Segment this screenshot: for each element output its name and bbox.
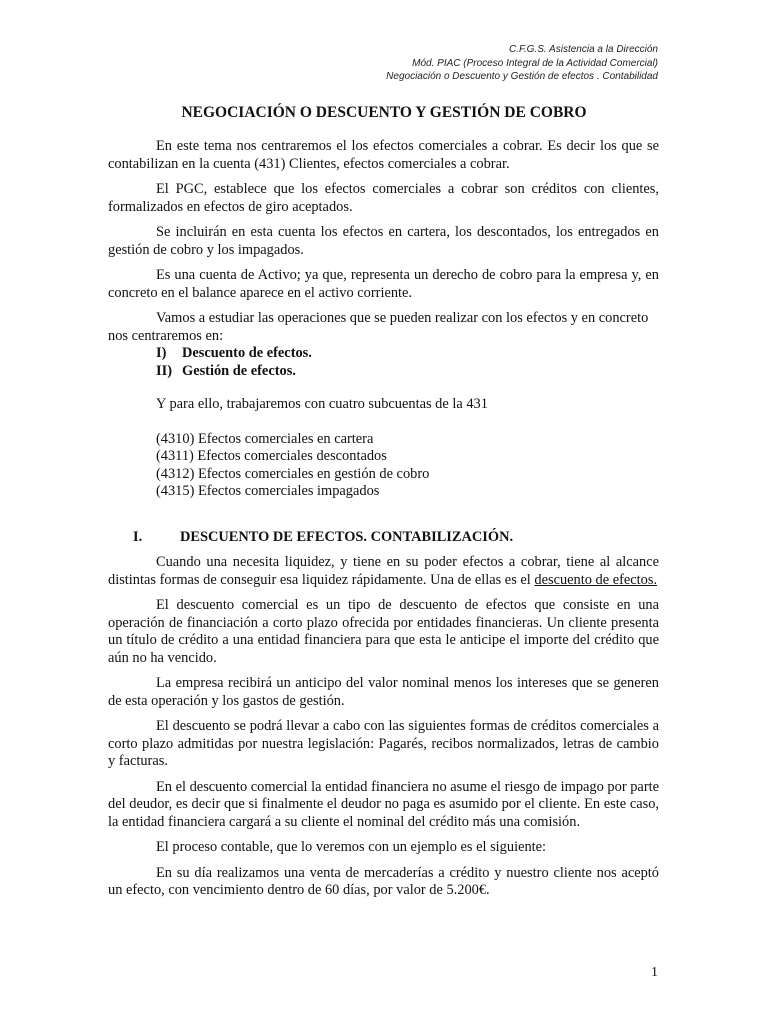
list-item bbox=[156, 363, 659, 381]
section-title: DESCUENTO DE EFECTOS. CONTABILIZACIÓN. bbox=[180, 528, 514, 545]
paragraph-text: Cuando una necesita liquidez, y tiene en su poder efectos a cobrar, tiene al alcance distintas formas de conseguir esa liquidez rápidamente. Una de ellas es el bbox=[108, 554, 659, 588]
subaccount-item: (4310) Efectos comerciales en cartera bbox=[156, 430, 374, 447]
subaccount-item: (4311) Efectos comerciales descontados bbox=[156, 448, 387, 464]
subaccount-item: (4312) Efectos comerciales en gestión de cobro bbox=[156, 465, 430, 482]
list-item-number: II) bbox=[156, 362, 172, 379]
header-topic: Negociación o Descuento y Gestión de efectos . Contabilidad bbox=[386, 71, 658, 82]
subaccounts-list bbox=[156, 431, 659, 501]
subaccounts-intro: Y para ello, trabajaremos con cuatro subcuentas de la 431 bbox=[156, 396, 488, 412]
paragraph: En el descuento comercial la entidad financiera no asume el riesgo de impago por parte del deudor, es decir que si finalmente el deudor no paga es asumido por el cliente. En este caso, la entidad financiera cargará a su cliente el nominal del crédito más una comisión. bbox=[108, 778, 659, 830]
page-number: 1 bbox=[651, 965, 658, 980]
operations-list bbox=[156, 345, 659, 380]
paragraph bbox=[108, 554, 659, 589]
section-heading bbox=[133, 529, 659, 547]
list-item-number: I) bbox=[156, 345, 167, 361]
header-course: C.F.G.S. Asistencia a la Dirección bbox=[509, 44, 658, 55]
paragraph: El descuento se podrá llevar a cabo con las siguientes formas de créditos comerciales a corto plazo admitidas por nuestra legislación: Pagarés, recibos normalizados, letras de cambio y facturas. bbox=[108, 718, 659, 769]
list-item-label: Gestión de efectos. bbox=[182, 362, 296, 379]
document-body bbox=[108, 138, 659, 908]
paragraph: El descuento comercial es un tipo de descuento de efectos que consiste en una operación de financiación a corto plazo ofrecida por entidades financieras. Un cliente presenta un título de crédito a una entidad financiera para que esta le anticipe el importe del crédito que aún no ha vencido. bbox=[108, 597, 659, 666]
paragraph: Vamos a estudiar las operaciones que se pueden realizar con los efectos y en concreto nos centraremos en: bbox=[108, 310, 649, 344]
list-item bbox=[156, 345, 659, 363]
page-title: NEGOCIACIÓN O DESCUENTO Y GESTIÓN DE COBRO bbox=[181, 104, 587, 121]
paragraph: La empresa recibirá un anticipo del valor nominal menos los intereses que se generen de esta operación y los gastos de gestión. bbox=[108, 675, 659, 709]
paragraph: El proceso contable, que lo veremos con un ejemplo es el siguiente: bbox=[156, 839, 547, 855]
paragraph: En este tema nos centraremos el los efectos comerciales a cobrar. Es decir los que se contabilizan en la cuenta (431) Clientes, efectos comerciales a cobrar. bbox=[108, 138, 659, 172]
paragraph: En su día realizamos una venta de mercaderías a crédito y nuestro cliente nos aceptó un efecto, con vencimiento dentro de 60 días, por valor de 5.200€. bbox=[108, 864, 659, 898]
underlined-term: descuento de efectos. bbox=[534, 571, 658, 588]
document-header bbox=[386, 43, 658, 84]
paragraph: Se incluirán en esta cuenta los efectos en cartera, los descontados, los entregados en gestión de cobro y los impagados. bbox=[108, 224, 659, 258]
subaccount-item: (4315) Efectos comerciales impagados bbox=[156, 483, 380, 499]
list-item-label: Descuento de efectos. bbox=[182, 345, 312, 361]
paragraph: El PGC, establece que los efectos comerciales a cobrar son créditos con clientes, formalizados en efectos de giro aceptados. bbox=[108, 181, 659, 215]
header-module: Mód. PIAC (Proceso Integral de la Actividad Comercial) bbox=[412, 57, 658, 69]
paragraph: Es una cuenta de Activo; ya que, representa un derecho de cobro para la empresa y, en concreto en el balance aparece en el activo corriente. bbox=[108, 267, 659, 301]
section-number: I. bbox=[133, 528, 143, 545]
